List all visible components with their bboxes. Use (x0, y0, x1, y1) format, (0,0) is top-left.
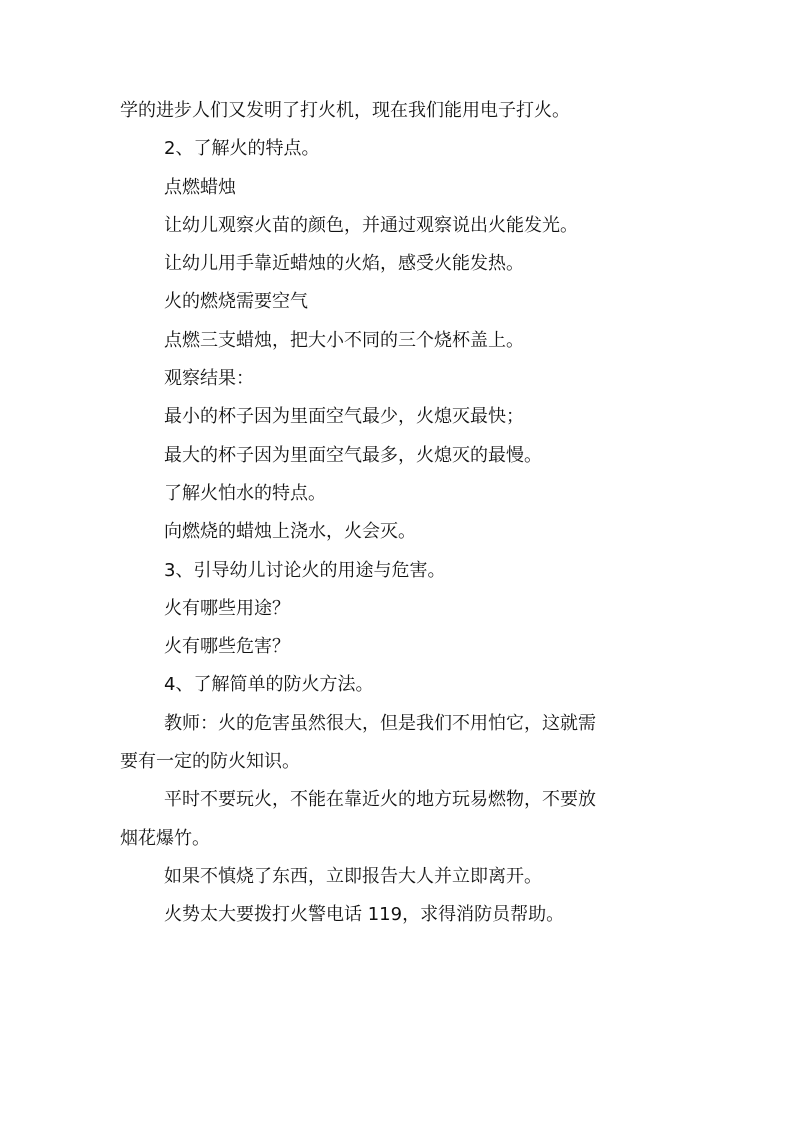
paragraph: 火有哪些危害？ (164, 636, 290, 658)
paragraph-line: 要有一定的防火知识。 (120, 751, 300, 773)
paragraph: 向燃烧的蜡烛上浇水，火会灭。 (164, 521, 416, 543)
paragraph: 让幼儿观察火苗的颜色，并通过观察说出火能发光。 (164, 214, 578, 236)
paragraph: 火势太大要拨打火警电话 119，求得消防员帮助。 (164, 904, 565, 926)
section-heading: 2、了解火的特点。 (164, 138, 320, 160)
paragraph: 如果不慎烧了东西，立即报告大人并立即离开。 (164, 865, 542, 887)
paragraph: 了解火怕水的特点。 (164, 482, 326, 504)
paragraph: 学的进步人们又发明了打火机，现在我们能用电子打火。 (120, 100, 570, 121)
paragraph: 观察结果： (164, 368, 254, 390)
paragraph: 火有哪些用途？ (164, 597, 290, 619)
section-heading: 4、了解简单的防火方法。 (164, 674, 374, 696)
paragraph: 火的燃烧需要空气 (164, 291, 308, 313)
paragraph: 最大的杯子因为里面空气最多，火熄灭的最慢。 (164, 444, 542, 466)
paragraph: 点燃三支蜡烛，把大小不同的三个烧杯盖上。 (164, 329, 524, 351)
paragraph: 让幼儿用手靠近蜡烛的火焰，感受火能发热。 (164, 253, 524, 275)
paragraph: 点燃蜡烛 (164, 176, 236, 198)
section-heading: 3、引导幼儿讨论火的用途与危害。 (164, 559, 446, 581)
paragraph-line: 烟花爆竹。 (120, 827, 210, 849)
document-body (120, 97, 680, 929)
paragraph-line: 教师：火的危害虽然很大，但是我们不用怕它，这就需 (164, 712, 596, 734)
paragraph: 最小的杯子因为里面空气最少，火熄灭最快； (164, 406, 524, 428)
paragraph-line: 平时不要玩火，不能在靠近火的地方玩易燃物，不要放 (164, 789, 596, 811)
